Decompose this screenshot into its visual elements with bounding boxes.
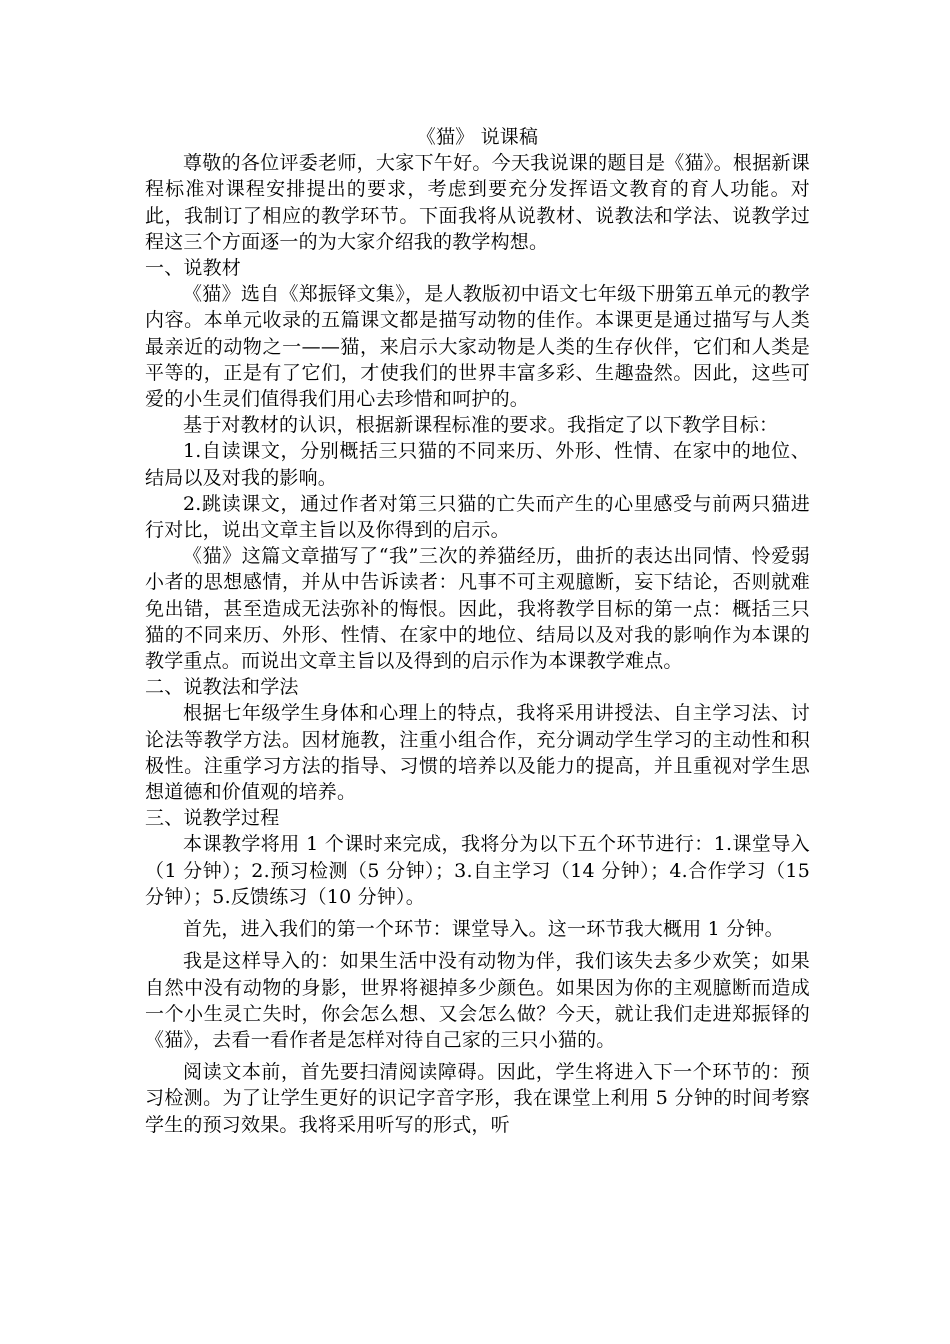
section-heading-process: 三、说教学过程	[145, 807, 280, 830]
section-heading-textbook: 一、说教材	[145, 257, 242, 280]
paragraph-methods: 根据七年级学生身体和心理上的特点，我将采用讲授法、自主学习法、讨论法等教学方法。因材施教，注重小组合作，充分调动学生学习的主动性和积极性。注重学习方法的指导、习惯的培养以及能力的提高，并且重视对学生思想道德和价值观的培养。	[145, 702, 810, 804]
page-title: 《猫》 说课稿	[416, 126, 539, 148]
paragraph-preview-check: 阅读文本前，首先要扫清阅读障碍。因此，学生将进入下一个环节的：预习检测。为了让学生更好的识记字音字形，我在课堂上利用 5 分钟的时间考察学生的预习效果。我将采用听写的形式，听	[145, 1061, 810, 1136]
paragraph-process-overview: 本课教学将用 1 个课时来完成，我将分为以下五个环节进行：1.课堂导入（1 分钟）；2.预习检测（5 分钟）；3.自主学习（14 分钟）；4.合作学习（15 分钟）；5.反馈练习（10 分钟）。	[145, 833, 810, 908]
paragraph-intro: 尊敬的各位评委老师，大家下午好。今天我说课的题目是《猫》。根据新课程标准对课程安排提出的要求，考虑到要充分发挥语文教育的育人功能。对此，我制订了相应的教学环节。下面我将从说教材、说教法和学法、说教学过程这三个方面逐一的为大家介绍我的教学构想。	[145, 152, 810, 253]
section-heading-methods: 二、说教法和学法	[145, 676, 299, 699]
paragraph-textbook: 《猫》选自《郑振铎文集》，是人教版初中语文七年级下册第五单元的教学内容。本单元收录的五篇课文都是描写动物的佳作。本课更是通过描写与人类最亲近的动物之一——猫，来启示大家动物是人类的生存伙伴，它们和人类是平等的，正是有了它们，才使我们的世界丰富多彩、生趣盎然。因此，这些可爱的小生灵们值得我们用心去珍惜和呵护的。	[145, 283, 810, 411]
paragraph-step-1: 首先，进入我们的第一个环节：课堂导入。这一环节我大概用 1 分钟。	[183, 918, 784, 941]
paragraph-lead-in: 我是这样导入的：如果生活中没有动物为伴，我们该失去多少欢笑；如果自然中没有动物的身影，世界将褪掉多少颜色。如果因为你的主观臆断而造成一个小生灵亡失时，你会怎么想、又会怎么做？今天，就让我们走进郑振铎的《猫》，去看一看作者是怎样对待自己家的三只小猫的。	[145, 950, 810, 1051]
document-body	[145, 124, 810, 1138]
paragraph-goals-intro: 基于对教材的认识，根据新课程标准的要求。我指定了以下教学目标：	[183, 414, 779, 437]
paragraph-goal-1: 1.自读课文，分别概括三只猫的不同来历、外形、性情、在家中的地位、结局以及对我的影响。	[145, 440, 810, 489]
paragraph-goal-2: 2.跳读课文，通过作者对第三只猫的亡失而产生的心里感受与前两只猫进行对比，说出文章主旨以及你得到的启示。	[145, 492, 810, 542]
paragraph-key-points: 《猫》这篇文章描写了“我”三次的养猫经历，曲折的表达出同情、怜爱弱小者的思想感情，并从中告诉读者：凡事不可主观臆断，妄下结论，否则就难免出错，甚至造成无法弥补的悔恨。因此，我将教学目标的第一点：概括三只猫的不同来历、外形、性情、在家中的地位、结局以及对我的影响作为本课的教学重点。而说出文章主旨以及得到的启示作为本课教学难点。	[145, 545, 810, 673]
